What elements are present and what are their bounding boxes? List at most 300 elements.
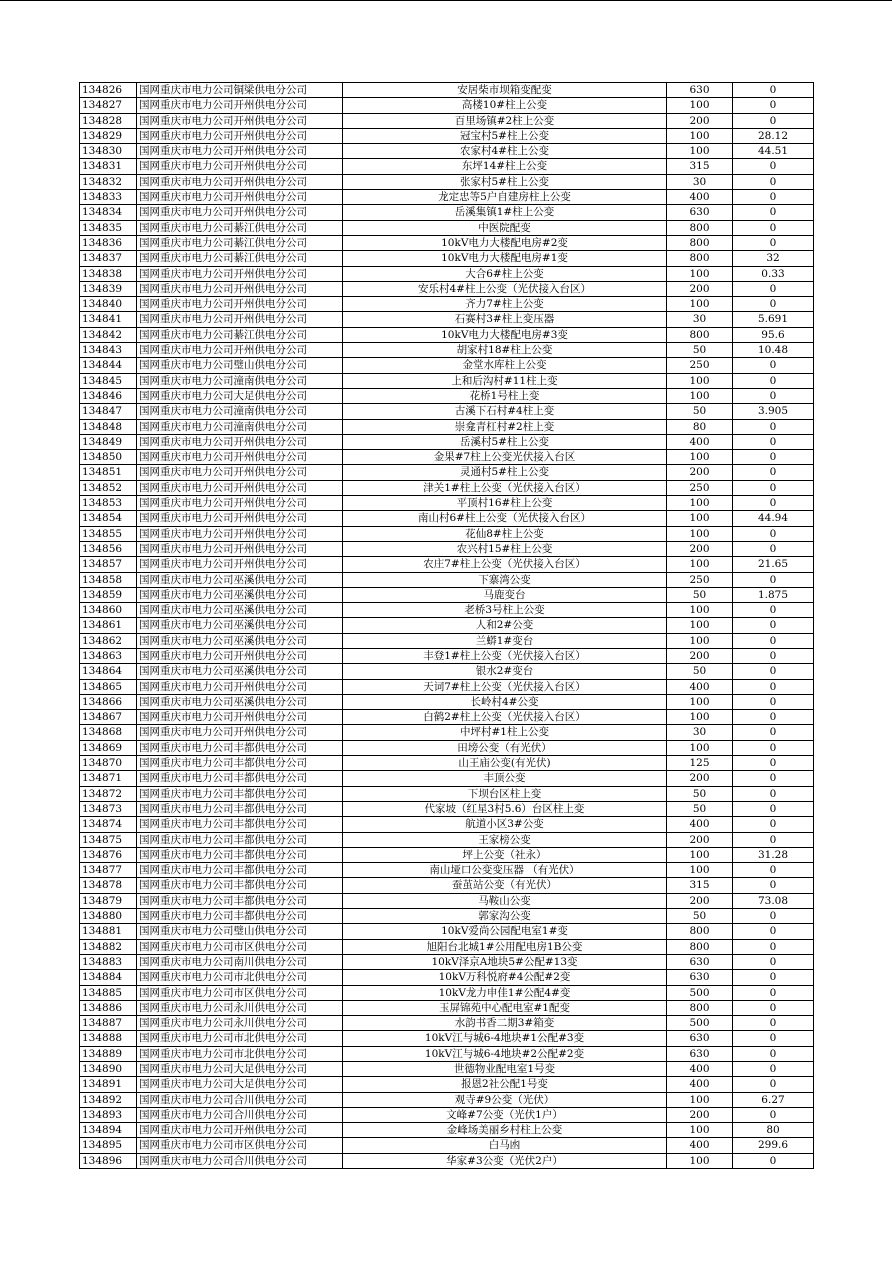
capacity-cell: 630 [667,205,733,220]
row-id-cell: 134867 [80,710,137,725]
row-id-cell: 134864 [80,664,137,679]
table-row [80,343,814,358]
table-row [80,909,814,924]
table-row [80,419,814,434]
company-cell: 国网重庆市电力公司巫溪供电分公司 [137,664,343,679]
transformer-name-cell: 安居柴市坝箱变配变 [343,83,667,98]
capacity-cell: 100 [667,450,733,465]
transformer-name-cell: 旭阳台北城1#公用配电房1B公变 [343,939,667,954]
transformer-name-cell: 灵通村5#柱上公变 [343,465,667,480]
table-row [80,924,814,939]
value-cell: 32 [733,251,814,266]
transformer-name-cell: 文峰#7公变（光伏1户） [343,1107,667,1122]
company-cell: 国网重庆市电力公司璧山供电分公司 [137,358,343,373]
row-id-cell: 134848 [80,419,137,434]
capacity-cell: 100 [667,633,733,648]
transformer-name-cell: 下坝台区柱上变 [343,786,667,801]
capacity-cell: 200 [667,771,733,786]
value-cell: 3.905 [733,404,814,419]
table-row [80,144,814,159]
transformer-name-cell: 10kV江与城6-4地块#1公配#3变 [343,1031,667,1046]
transformer-name-cell: 南山垭口公变变压器 （有光伏） [343,863,667,878]
value-cell: 0 [733,1077,814,1092]
value-cell: 0 [733,725,814,740]
value-cell: 0 [733,985,814,1000]
table-row [80,694,814,709]
value-cell: 0 [733,358,814,373]
transformer-name-cell: 10kV万科悦府#4公配#2变 [343,970,667,985]
company-cell: 国网重庆市电力公司市区供电分公司 [137,939,343,954]
row-id-cell: 134833 [80,190,137,205]
value-cell: 0 [733,694,814,709]
capacity-cell: 400 [667,1138,733,1153]
transformer-name-cell: 东坪14#柱上公变 [343,159,667,174]
value-cell: 0 [733,205,814,220]
table-row [80,83,814,98]
value-cell: 0 [733,878,814,893]
transformer-name-cell: 马鞍山公变 [343,893,667,908]
row-id-cell: 134847 [80,404,137,419]
row-id-cell: 134852 [80,480,137,495]
value-cell: 0 [733,1000,814,1015]
capacity-cell: 400 [667,817,733,832]
table-body [80,83,814,1169]
table-row [80,526,814,541]
capacity-cell: 800 [667,939,733,954]
capacity-cell: 100 [667,847,733,862]
value-cell: 0 [733,1016,814,1031]
value-cell: 299.6 [733,1138,814,1153]
transformer-name-cell: 10kV电力大楼配电房#3变 [343,327,667,342]
table-row [80,1000,814,1015]
capacity-cell: 100 [667,144,733,159]
row-id-cell: 134828 [80,113,137,128]
capacity-cell: 80 [667,419,733,434]
company-cell: 国网重庆市电力公司开州供电分公司 [137,679,343,694]
transformer-name-cell: 胡家村18#柱上公变 [343,343,667,358]
capacity-cell: 100 [667,373,733,388]
row-id-cell: 134874 [80,817,137,832]
table-row [80,281,814,296]
value-cell: 28.12 [733,128,814,143]
value-cell: 0.33 [733,266,814,281]
company-cell: 国网重庆市电力公司綦江供电分公司 [137,220,343,235]
row-id-cell: 134829 [80,128,137,143]
table-row [80,465,814,480]
capacity-cell: 400 [667,190,733,205]
value-cell: 0 [733,679,814,694]
capacity-cell: 400 [667,434,733,449]
transformer-name-cell: 观寺#9公变（光伏） [343,1092,667,1107]
value-cell: 0 [733,1153,814,1168]
capacity-cell: 200 [667,893,733,908]
row-id-cell: 134840 [80,297,137,312]
capacity-cell: 800 [667,235,733,250]
company-cell: 国网重庆市电力公司开州供电分公司 [137,113,343,128]
value-cell: 0 [733,98,814,113]
company-cell: 国网重庆市电力公司开州供电分公司 [137,312,343,327]
table-row [80,725,814,740]
company-cell: 国网重庆市电力公司丰都供电分公司 [137,863,343,878]
value-cell: 0 [733,954,814,969]
row-id-cell: 134860 [80,603,137,618]
transformer-name-cell: 水韵书香二期3#箱变 [343,1016,667,1031]
row-id-cell: 134878 [80,878,137,893]
company-cell: 国网重庆市电力公司开州供电分公司 [137,511,343,526]
value-cell: 0 [733,970,814,985]
company-cell: 国网重庆市电力公司潼南供电分公司 [137,419,343,434]
row-id-cell: 134885 [80,985,137,1000]
transformer-name-cell: 王家榜公变 [343,832,667,847]
capacity-cell: 50 [667,587,733,602]
value-cell: 0 [733,740,814,755]
value-cell: 0 [733,83,814,98]
transformer-name-cell: 龙定忠等5户自建房柱上公变 [343,190,667,205]
value-cell: 0 [733,496,814,511]
row-id-cell: 134888 [80,1031,137,1046]
transformer-name-cell: 老桥3号柱上公变 [343,603,667,618]
capacity-cell: 200 [667,541,733,556]
table-row [80,817,814,832]
table-row [80,297,814,312]
capacity-cell: 100 [667,1092,733,1107]
capacity-cell: 800 [667,924,733,939]
company-cell: 国网重庆市电力公司合川供电分公司 [137,1107,343,1122]
transformer-name-cell: 银水2#变台 [343,664,667,679]
value-cell: 0 [733,297,814,312]
row-id-cell: 134849 [80,434,137,449]
company-cell: 国网重庆市电力公司丰都供电分公司 [137,817,343,832]
company-cell: 国网重庆市电力公司巫溪供电分公司 [137,572,343,587]
table-row [80,985,814,1000]
row-id-cell: 134854 [80,511,137,526]
value-cell: 0 [733,817,814,832]
value-cell: 0 [733,465,814,480]
transformer-name-cell: 马鹿变台 [343,587,667,602]
company-cell: 国网重庆市电力公司合川供电分公司 [137,1092,343,1107]
data-table [79,82,814,1169]
value-cell: 0 [733,1107,814,1122]
table-row [80,327,814,342]
company-cell: 国网重庆市电力公司开州供电分公司 [137,205,343,220]
company-cell: 国网重庆市电力公司市北供电分公司 [137,1046,343,1061]
capacity-cell: 100 [667,98,733,113]
value-cell: 0 [733,756,814,771]
row-id-cell: 134831 [80,159,137,174]
capacity-cell: 200 [667,648,733,663]
value-cell: 0 [733,832,814,847]
value-cell: 0 [733,434,814,449]
capacity-cell: 800 [667,1000,733,1015]
company-cell: 国网重庆市电力公司巫溪供电分公司 [137,587,343,602]
value-cell: 0 [733,419,814,434]
table-row [80,679,814,694]
transformer-name-cell: 玉屏锦苑中心配电室#1配变 [343,1000,667,1015]
table-row [80,190,814,205]
transformer-name-cell: 兰蟒1#变台 [343,633,667,648]
table-row [80,587,814,602]
company-cell: 国网重庆市电力公司綦江供电分公司 [137,251,343,266]
transformer-name-cell: 金峰场美丽乡村柱上公变 [343,1123,667,1138]
capacity-cell: 250 [667,572,733,587]
transformer-name-cell: 郭家沟公变 [343,909,667,924]
row-id-cell: 134893 [80,1107,137,1122]
table-row [80,174,814,189]
table-row [80,1138,814,1153]
table-row [80,312,814,327]
company-cell: 国网重庆市电力公司丰都供电分公司 [137,909,343,924]
value-cell: 0 [733,786,814,801]
transformer-name-cell: 花桥1号柱上变 [343,388,667,403]
table-row [80,434,814,449]
table-row [80,1077,814,1092]
capacity-cell: 200 [667,1107,733,1122]
company-cell: 国网重庆市电力公司大足供电分公司 [137,1077,343,1092]
table-row [80,98,814,113]
transformer-name-cell: 10kV电力大楼配电房#1变 [343,251,667,266]
table-row [80,235,814,250]
transformer-name-cell: 南山村6#柱上公变（光伏接入台区） [343,511,667,526]
row-id-cell: 134830 [80,144,137,159]
value-cell: 0 [733,190,814,205]
table-row [80,557,814,572]
transformer-name-cell: 蚕茧站公变（有光伏） [343,878,667,893]
company-cell: 国网重庆市电力公司开州供电分公司 [137,496,343,511]
capacity-cell: 50 [667,664,733,679]
table-row [80,710,814,725]
value-cell: 0 [733,174,814,189]
capacity-cell: 100 [667,740,733,755]
transformer-name-cell: 航道小区3#公变 [343,817,667,832]
company-cell: 国网重庆市电力公司开州供电分公司 [137,144,343,159]
capacity-cell: 200 [667,465,733,480]
table-row [80,511,814,526]
transformer-name-cell: 上和后沟村#11柱上变 [343,373,667,388]
table-row [80,1153,814,1168]
company-cell: 国网重庆市电力公司开州供电分公司 [137,557,343,572]
capacity-cell: 50 [667,786,733,801]
table-row [80,618,814,633]
transformer-name-cell: 花仙8#柱上公变 [343,526,667,541]
company-cell: 国网重庆市电力公司巫溪供电分公司 [137,694,343,709]
company-cell: 国网重庆市电力公司丰都供电分公司 [137,878,343,893]
capacity-cell: 100 [667,694,733,709]
transformer-name-cell: 10kV泽京A地块5#公配#13变 [343,954,667,969]
table-row [80,740,814,755]
table-row [80,863,814,878]
capacity-cell: 100 [667,496,733,511]
table-row [80,1046,814,1061]
company-cell: 国网重庆市电力公司丰都供电分公司 [137,893,343,908]
capacity-cell: 315 [667,159,733,174]
company-cell: 国网重庆市电力公司开州供电分公司 [137,190,343,205]
row-id-cell: 134832 [80,174,137,189]
transformer-name-cell: 冠宝村5#柱上公变 [343,128,667,143]
company-cell: 国网重庆市电力公司开州供电分公司 [137,159,343,174]
capacity-cell: 630 [667,1046,733,1061]
value-cell: 0 [733,281,814,296]
table-row [80,633,814,648]
value-cell: 0 [733,480,814,495]
value-cell: 0 [733,801,814,816]
value-cell: 5.691 [733,312,814,327]
value-cell: 0 [733,526,814,541]
company-cell: 国网重庆市电力公司开州供电分公司 [137,648,343,663]
company-cell: 国网重庆市电力公司巫溪供电分公司 [137,618,343,633]
company-cell: 国网重庆市电力公司开州供电分公司 [137,480,343,495]
row-id-cell: 134842 [80,327,137,342]
table-row [80,480,814,495]
transformer-name-cell: 10kV爱尚公园配电室1#变 [343,924,667,939]
table-row [80,220,814,235]
capacity-cell: 315 [667,878,733,893]
transformer-name-cell: 农兴村15#柱上公变 [343,541,667,556]
table-row [80,1092,814,1107]
row-id-cell: 134827 [80,98,137,113]
capacity-cell: 250 [667,480,733,495]
table-row [80,771,814,786]
row-id-cell: 134895 [80,1138,137,1153]
value-cell: 0 [733,909,814,924]
table-row [80,266,814,281]
capacity-cell: 30 [667,174,733,189]
capacity-cell: 100 [667,710,733,725]
company-cell: 国网重庆市电力公司南川供电分公司 [137,954,343,969]
company-cell: 国网重庆市电力公司永川供电分公司 [137,1000,343,1015]
row-id-cell: 134877 [80,863,137,878]
company-cell: 国网重庆市电力公司丰都供电分公司 [137,847,343,862]
capacity-cell: 100 [667,266,733,281]
row-id-cell: 134839 [80,281,137,296]
row-id-cell: 134871 [80,771,137,786]
capacity-cell: 50 [667,404,733,419]
row-id-cell: 134843 [80,343,137,358]
company-cell: 国网重庆市电力公司丰都供电分公司 [137,756,343,771]
page-top-rule [0,0,892,1]
value-cell: 80 [733,1123,814,1138]
row-id-cell: 134872 [80,786,137,801]
value-cell: 0 [733,450,814,465]
row-id-cell: 134882 [80,939,137,954]
capacity-cell: 400 [667,1077,733,1092]
table-row [80,893,814,908]
value-cell: 10.48 [733,343,814,358]
value-cell: 0 [733,1062,814,1077]
table-row [80,954,814,969]
transformer-name-cell: 津关1#柱上公变（光伏接入台区） [343,480,667,495]
capacity-cell: 630 [667,1031,733,1046]
row-id-cell: 134853 [80,496,137,511]
value-cell: 31.28 [733,847,814,862]
table-row [80,1062,814,1077]
company-cell: 国网重庆市电力公司开州供电分公司 [137,725,343,740]
value-cell: 6.27 [733,1092,814,1107]
capacity-cell: 500 [667,985,733,1000]
capacity-cell: 250 [667,358,733,373]
company-cell: 国网重庆市电力公司潼南供电分公司 [137,373,343,388]
company-cell: 国网重庆市电力公司璧山供电分公司 [137,924,343,939]
row-id-cell: 134850 [80,450,137,465]
row-id-cell: 134870 [80,756,137,771]
table-row [80,388,814,403]
capacity-cell: 630 [667,970,733,985]
capacity-cell: 800 [667,251,733,266]
row-id-cell: 134869 [80,740,137,755]
company-cell: 国网重庆市电力公司永川供电分公司 [137,1016,343,1031]
transformer-name-cell: 高楼10#柱上公变 [343,98,667,113]
transformer-name-cell: 石赛村3#柱上变压器 [343,312,667,327]
capacity-cell: 30 [667,312,733,327]
table-row [80,205,814,220]
transformer-name-cell: 白鹤2#柱上公变（光伏接入台区） [343,710,667,725]
row-id-cell: 134846 [80,388,137,403]
value-cell: 0 [733,1031,814,1046]
capacity-cell: 125 [667,756,733,771]
capacity-cell: 50 [667,801,733,816]
transformer-name-cell: 百里场镇#2柱上公变 [343,113,667,128]
row-id-cell: 134845 [80,373,137,388]
value-cell: 0 [733,235,814,250]
transformer-name-cell: 古溪下石村#4柱上变 [343,404,667,419]
value-cell: 1.875 [733,587,814,602]
row-id-cell: 134889 [80,1046,137,1061]
value-cell: 0 [733,603,814,618]
capacity-cell: 100 [667,128,733,143]
capacity-cell: 100 [667,557,733,572]
value-cell: 95.6 [733,327,814,342]
value-cell: 0 [733,373,814,388]
company-cell: 国网重庆市电力公司丰都供电分公司 [137,740,343,755]
transformer-name-cell: 农庄7#柱上公变（光伏接入台区） [343,557,667,572]
company-cell: 国网重庆市电力公司开州供电分公司 [137,526,343,541]
capacity-cell: 100 [667,1123,733,1138]
value-cell: 0 [733,388,814,403]
row-id-cell: 134837 [80,251,137,266]
row-id-cell: 134834 [80,205,137,220]
company-cell: 国网重庆市电力公司开州供电分公司 [137,710,343,725]
capacity-cell: 200 [667,281,733,296]
capacity-cell: 630 [667,83,733,98]
row-id-cell: 134858 [80,572,137,587]
row-id-cell: 134881 [80,924,137,939]
transformer-name-cell: 代家坡（红星3村5.6）台区柱上变 [343,801,667,816]
transformer-name-cell: 中医院配变 [343,220,667,235]
transformer-name-cell: 农家村4#柱上公变 [343,144,667,159]
table-row [80,1031,814,1046]
company-cell: 国网重庆市电力公司开州供电分公司 [137,128,343,143]
row-id-cell: 134835 [80,220,137,235]
transformer-name-cell: 齐力7#柱上公变 [343,297,667,312]
transformer-name-cell: 人和2#公变 [343,618,667,633]
table-row [80,801,814,816]
capacity-cell: 500 [667,1016,733,1031]
capacity-cell: 50 [667,343,733,358]
row-id-cell: 134868 [80,725,137,740]
transformer-name-cell: 天词7#柱上公变（光伏接入台区） [343,679,667,694]
table-row [80,939,814,954]
company-cell: 国网重庆市电力公司开州供电分公司 [137,434,343,449]
value-cell: 0 [733,924,814,939]
company-cell: 国网重庆市电力公司开州供电分公司 [137,98,343,113]
row-id-cell: 134896 [80,1153,137,1168]
table-row [80,664,814,679]
company-cell: 国网重庆市电力公司巫溪供电分公司 [137,603,343,618]
capacity-cell: 100 [667,511,733,526]
transformer-name-cell: 华家#3公变（光伏2户） [343,1153,667,1168]
capacity-cell: 100 [667,863,733,878]
transformer-name-cell: 张家村5#柱上公变 [343,174,667,189]
capacity-cell: 200 [667,832,733,847]
